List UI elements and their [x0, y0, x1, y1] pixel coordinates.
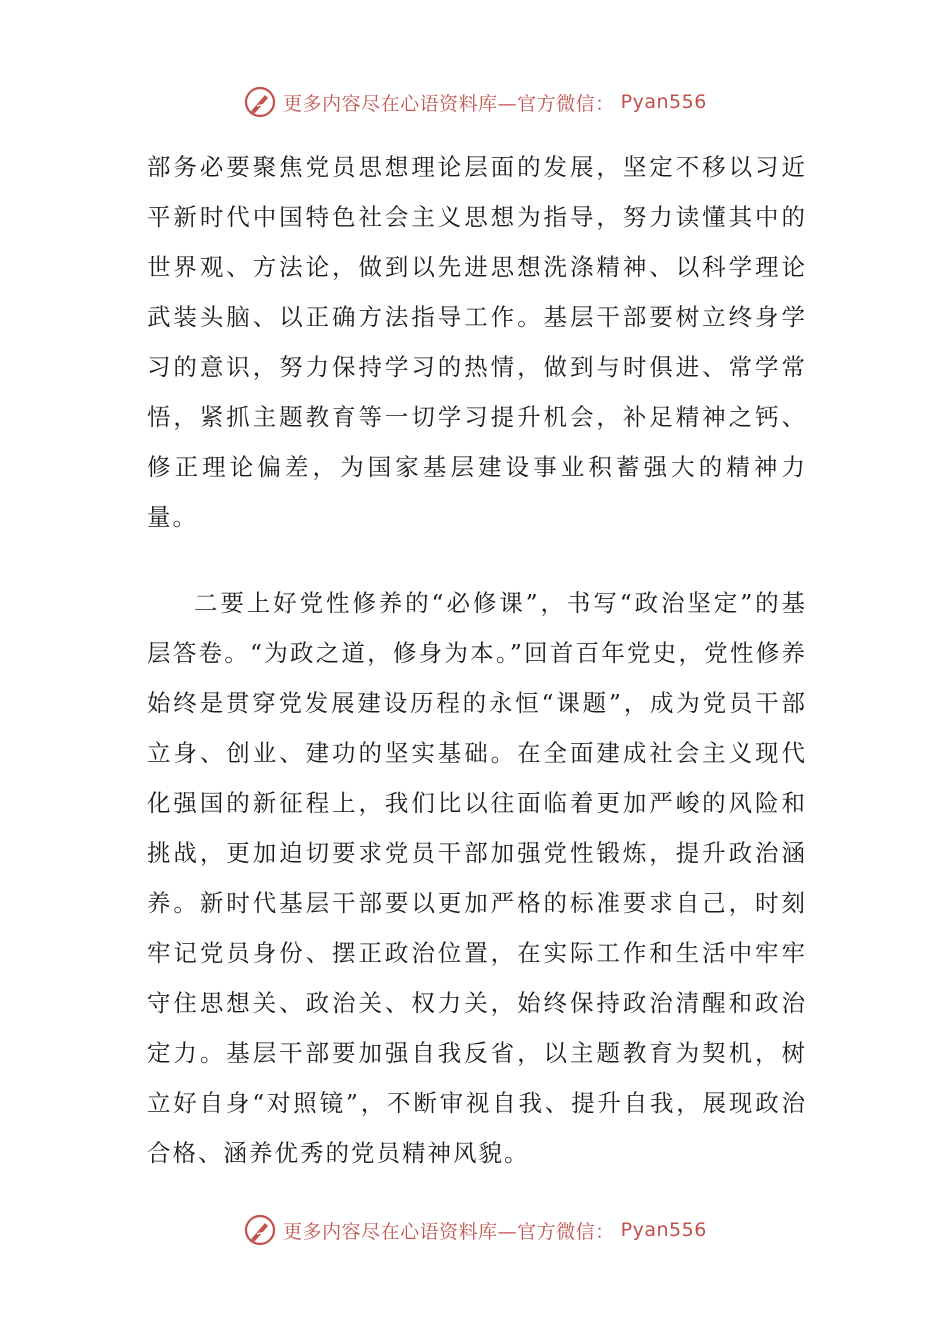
paragraph-2: 二要上好党性修养的“必修课”，书写“政治坚定”的基层答卷。“为政之道，修身为本。”回首百年党史，党性修养始终是贯穿党发展建设历程的永恒“课题”，成为党员干部立身、创业、建功的坚实基础。在全面建成社会主义现代化强国的新征程上，我们比以往面临着更加严峻的风险和挑战，更加迫切要求党员干部加强党性锻炼，提升政治涵养。新时代基层干部要以更加严格的标准要求自己，时刻牢记党员身份、摆正政治位置，在实际工作和生活中牢牢守住思想关、政治关、权力关，始终保持政治清醒和政治定力。基层干部要加强自我反省，以主题教育为契机，树立好自身“对照镜”，不断审视自我、提升自我，展现政治合格、涵养优秀的党员精神风貌。 [147, 589, 807, 1167]
paragraph-gap [147, 542, 807, 578]
pen-logo-icon [243, 1213, 277, 1247]
header-banner-text: 更多内容尽在心语资料库—官方微信： [283, 92, 615, 115]
footer-banner [0, 1210, 950, 1250]
header-banner [0, 82, 950, 122]
paragraph-1: 部务必要聚焦党员思想理论层面的发展，坚定不移以习近平新时代中国特色社会主义思想为指导，努力读懂其中的世界观、方法论，做到以先进思想洗涤精神、以科学理论武装头脑、以正确方法指导工作。基层干部要树立终身学习的意识，努力保持学习的热情，做到与时俱进、常学常悟，紧抓主题教育等一切学习提升机会，补足精神之钙、修正理论偏差，为国家基层建设事业积蓄强大的精神力量。 [147, 153, 807, 531]
footer-banner-text: 更多内容尽在心语资料库—官方微信： [283, 1220, 615, 1243]
pen-logo-icon [243, 85, 277, 119]
footer-banner-handle: Pyan556 [620, 1219, 707, 1241]
document-body [147, 142, 807, 1178]
header-banner-handle: Pyan556 [620, 91, 707, 113]
